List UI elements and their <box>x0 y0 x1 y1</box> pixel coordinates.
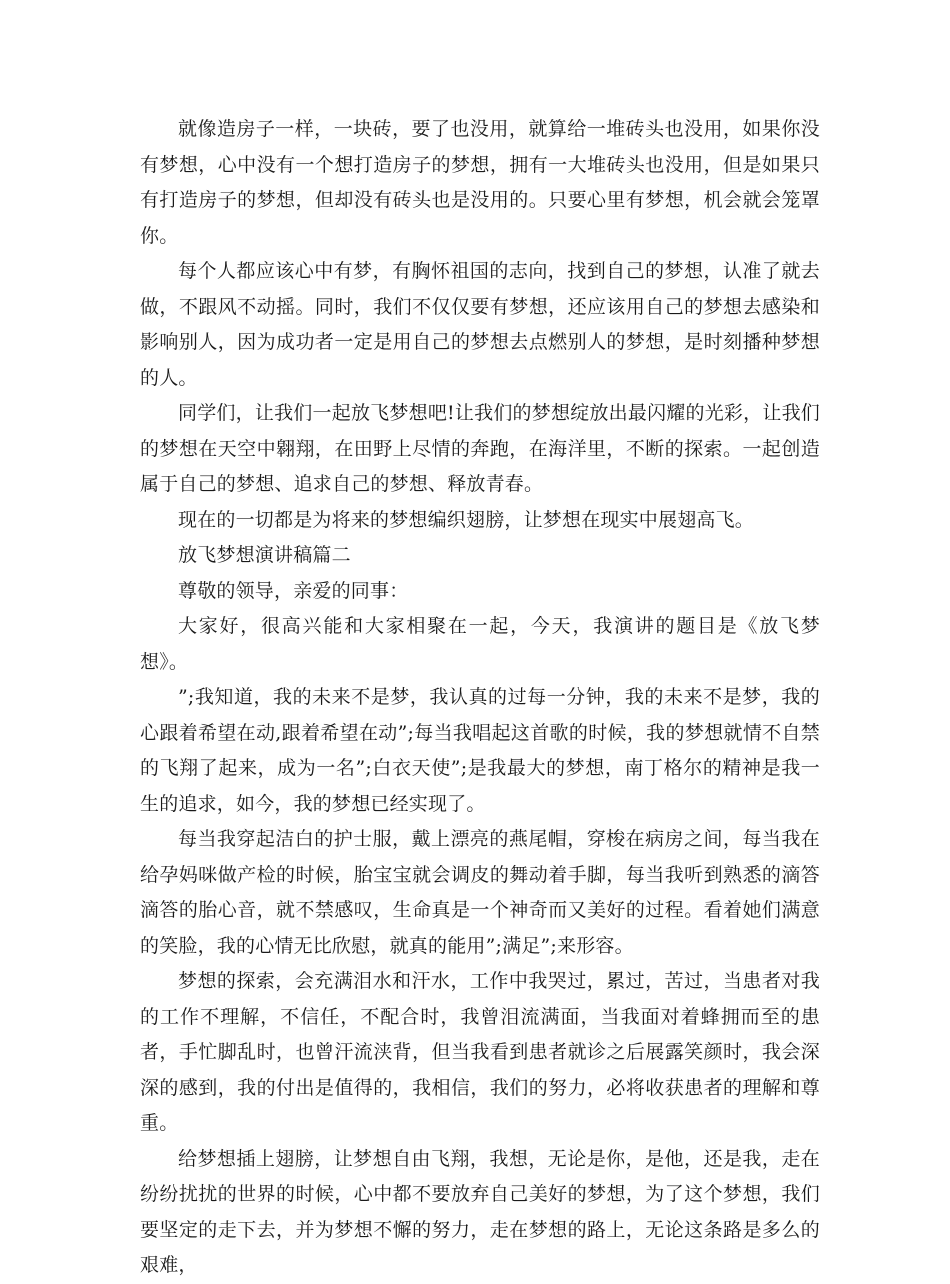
salutation: 尊敬的领导，亲爱的同事： <box>178 579 409 602</box>
paragraph-exploration: 梦想的探索，会充满泪水和汗水，工作中我哭过，累过，苦过，当患者对我的工作不理解，不信任，不配合时，我曾泪流满面，当我面对着蜂拥而至的患者，手忙脚乱时，也曾汗流浃背，但当我看到患者就诊之后展露笑颜时，我会深深的感到，我的付出是值得的，我相信，我们的努力，必将收获患者的理解和尊重。 <box>140 970 820 1134</box>
paragraph-song: ”;我知道，我的未来不是梦，我认真的过每一分钟，我的未来不是梦，我的心跟着希望在动,跟着希望在动”;每当我唱起这首歌的时候，我的梦想就情不自禁的飞翔了起来，成为一名”;白衣天使”;是我最大的梦想，南丁格尔的精神是我一生的追求，如今，我的梦想已经实现了。 <box>140 686 820 815</box>
paragraph-greeting: 大家好，很高兴能和大家相聚在一起，今天，我演讲的题目是《放飞梦想》。 <box>140 615 820 673</box>
section-heading: 放飞梦想演讲稿篇二 <box>178 544 351 566</box>
document-body <box>140 112 820 1284</box>
paragraph-nurse: 每当我穿起洁白的护士服，戴上漂亮的燕尾帽，穿梭在病房之间，每当我在给孕妈咪做产检的时候，胎宝宝就会调皮的舞动着手脚，每当我听到熟悉的滴答滴答的胎心音，就不禁感叹，生命真是一个神奇而又美好的过程。看着她们满意的笑脸，我的心情无比欣慰，就真的能用”;满足”;来形容。 <box>140 828 820 957</box>
paragraph-wings: 给梦想插上翅膀，让梦想自由飞翔，我想，无论是你，是他，还是我，走在纷纷扰扰的世界的时候，心中都不要放弃自己美好的梦想，为了这个梦想，我们要坚定的走下去，并为梦想不懈的努力，走在梦想的路上，无论这条路是多么的艰难， <box>140 1147 820 1276</box>
paragraph-1: 就像造房子一样，一块砖，要了也没用，就算给一堆砖头也没用，如果你没有梦想，心中没有一个想打造房子的梦想，拥有一大堆砖头也没用，但是如果只有打造房子的梦想，但却没有砖头也是没用的。只要心里有梦想，机会就会笼罩你。 <box>140 118 820 247</box>
paragraph-3: 同学们，让我们一起放飞梦想吧!让我们的梦想绽放出最闪耀的光彩，让我们的梦想在天空中翱翔，在田野上尽情的奔跑，在海洋里，不断的探索。一起创造属于自己的梦想、追求自己的梦想、释放青春。 <box>140 402 820 495</box>
paragraph-4: 现在的一切都是为将来的梦想编织翅膀，让梦想在现实中展翅高飞。 <box>178 508 755 531</box>
paragraph-2: 每个人都应该心中有梦，有胸怀祖国的志向，找到自己的梦想，认准了就去做，不跟风不动摇。同时，我们不仅仅要有梦想，还应该用自己的梦想去感染和影响别人，因为成功者一定是用自己的梦想去点燃别人的梦想，是时刻播种梦想的人。 <box>140 260 820 389</box>
